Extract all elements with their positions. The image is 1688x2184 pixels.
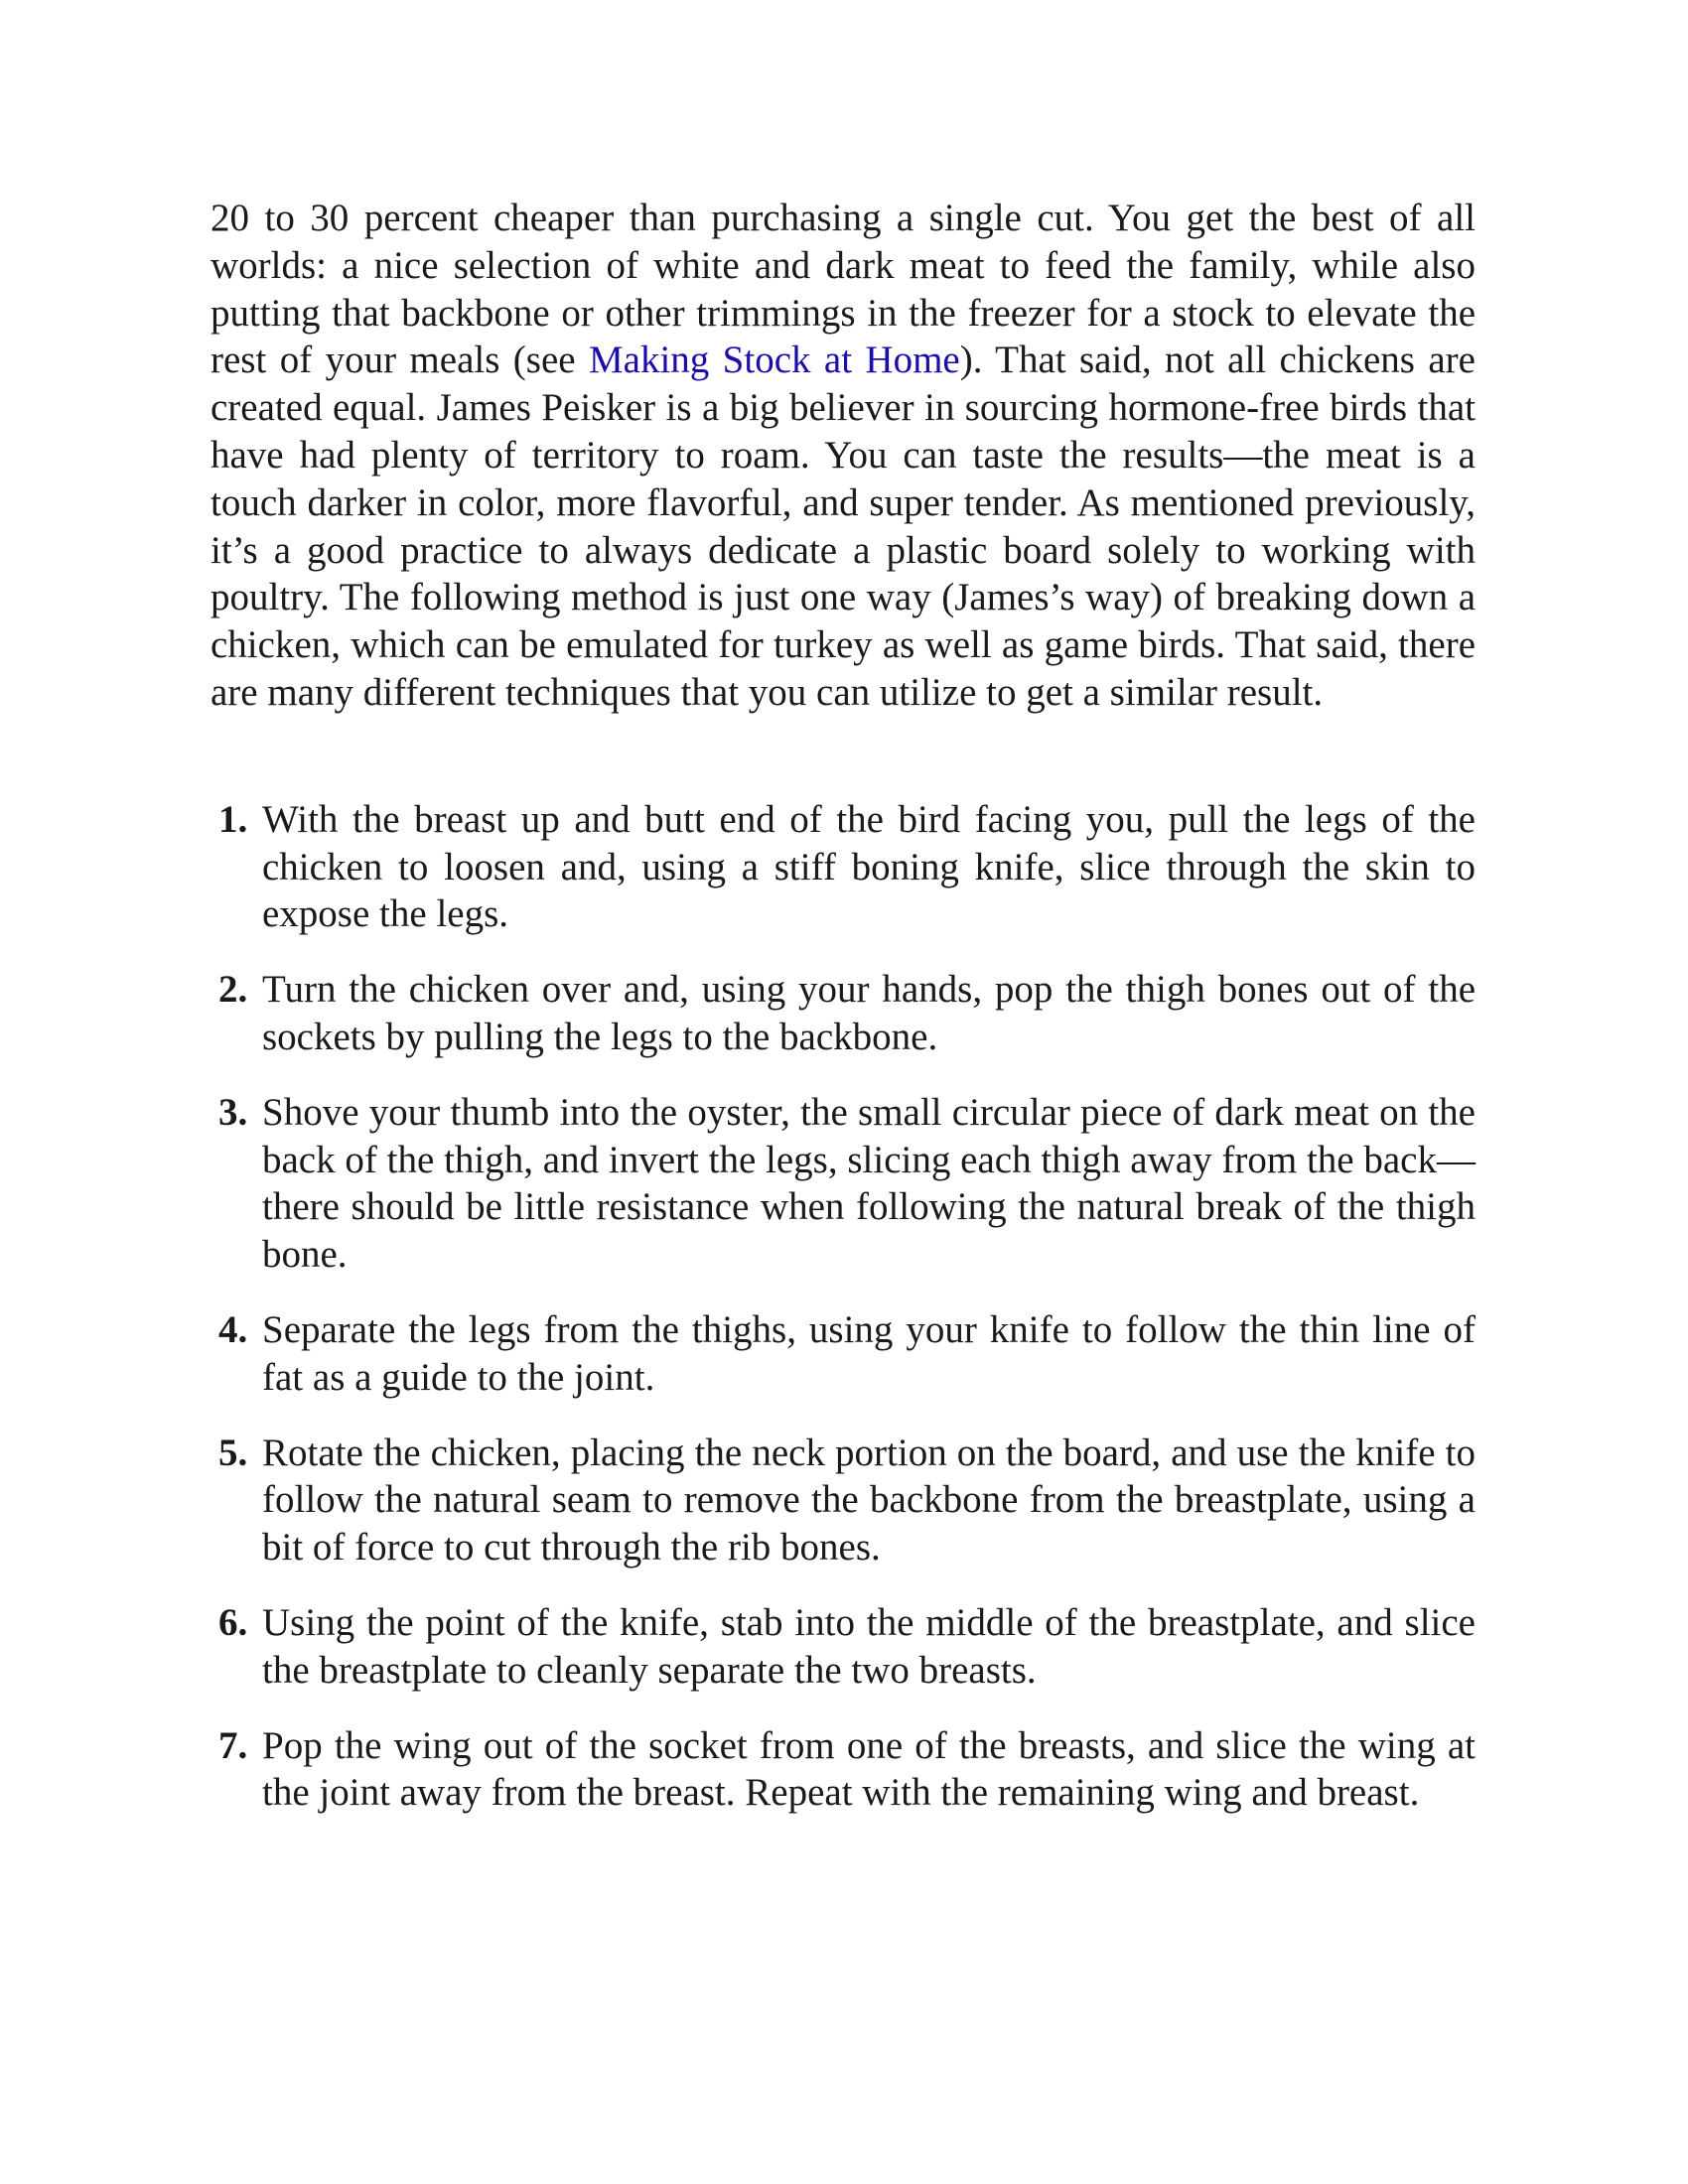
step-item	[211, 1430, 1476, 1571]
step-number: 1.	[218, 797, 248, 841]
intro-paragraph	[211, 195, 1476, 717]
step-number: 5.	[218, 1431, 248, 1474]
step-text: Turn the chicken over and, using your hands, pop the thigh bones out of the sockets by pulling the legs to the backbone.	[262, 968, 1476, 1058]
step-number: 7.	[218, 1723, 248, 1767]
step-item	[211, 1599, 1476, 1695]
step-item	[211, 1306, 1476, 1402]
step-text: Rotate the chicken, placing the neck portion on the board, and use the knife to follow the natural seam to remove the backbone from the breastplate, using a bit of force to cut through the rib bones.	[262, 1431, 1476, 1570]
step-item	[211, 966, 1476, 1061]
step-text: Shove your thumb into the oyster, the small circular piece of dark meat on the back of the thigh, and invert the legs, slicing each thigh away from the back—there should be little resistance when following the natural break of the thigh bone.	[262, 1090, 1476, 1277]
step-number: 2.	[218, 968, 248, 1012]
step-number: 3.	[218, 1090, 248, 1134]
intro-text-before-link: 20 to 30 percent cheaper than purchasing a single cut. You get the best of all worlds: a nice selection of white and dark meat to feed the family, while also putting that backbone or other trimmings in the freezer for a stock to elevate the rest of your meals (see	[211, 197, 1476, 382]
step-item	[211, 796, 1476, 938]
intro-text-after-link: ). That said, not all chickens are created equal. James Peisker is a big believer in sourcing hormone-free birds that have had plenty of territory to roam. You can taste the results—the meat is a touch darker in color, more flavorful, and super tender. As mentioned previously, it’s a good practice to always dedicate a plastic board solely to working with poultry. The following method is just one way (James’s way) of breaking down a chicken, which can be emulated for turkey as well as game birds. That said, there are many different techniques that you can utilize to get a similar result.	[211, 339, 1476, 714]
step-number: 6.	[218, 1600, 248, 1644]
making-stock-at-home-link[interactable]: Making Stock at Home	[588, 339, 960, 382]
step-text: With the breast up and butt end of the bird facing you, pull the legs of the chicken to loosen and, using a stiff boning knife, slice through the skin to expose the legs.	[262, 797, 1476, 936]
step-number: 4.	[218, 1307, 248, 1351]
page-content	[211, 195, 1476, 1844]
step-item	[211, 1722, 1476, 1818]
step-text: Separate the legs from the thighs, using your knife to follow the thin line of fat as a guide to the joint.	[262, 1307, 1476, 1399]
steps-list	[211, 796, 1476, 1817]
step-item	[211, 1089, 1476, 1279]
step-text: Using the point of the knife, stab into the middle of the breastplate, and slice the breastplate to cleanly separate the two breasts.	[262, 1600, 1476, 1692]
step-text: Pop the wing out of the socket from one of the breasts, and slice the wing at the joint away from the breast. Repeat with the remaining wing and breast.	[262, 1723, 1476, 1815]
